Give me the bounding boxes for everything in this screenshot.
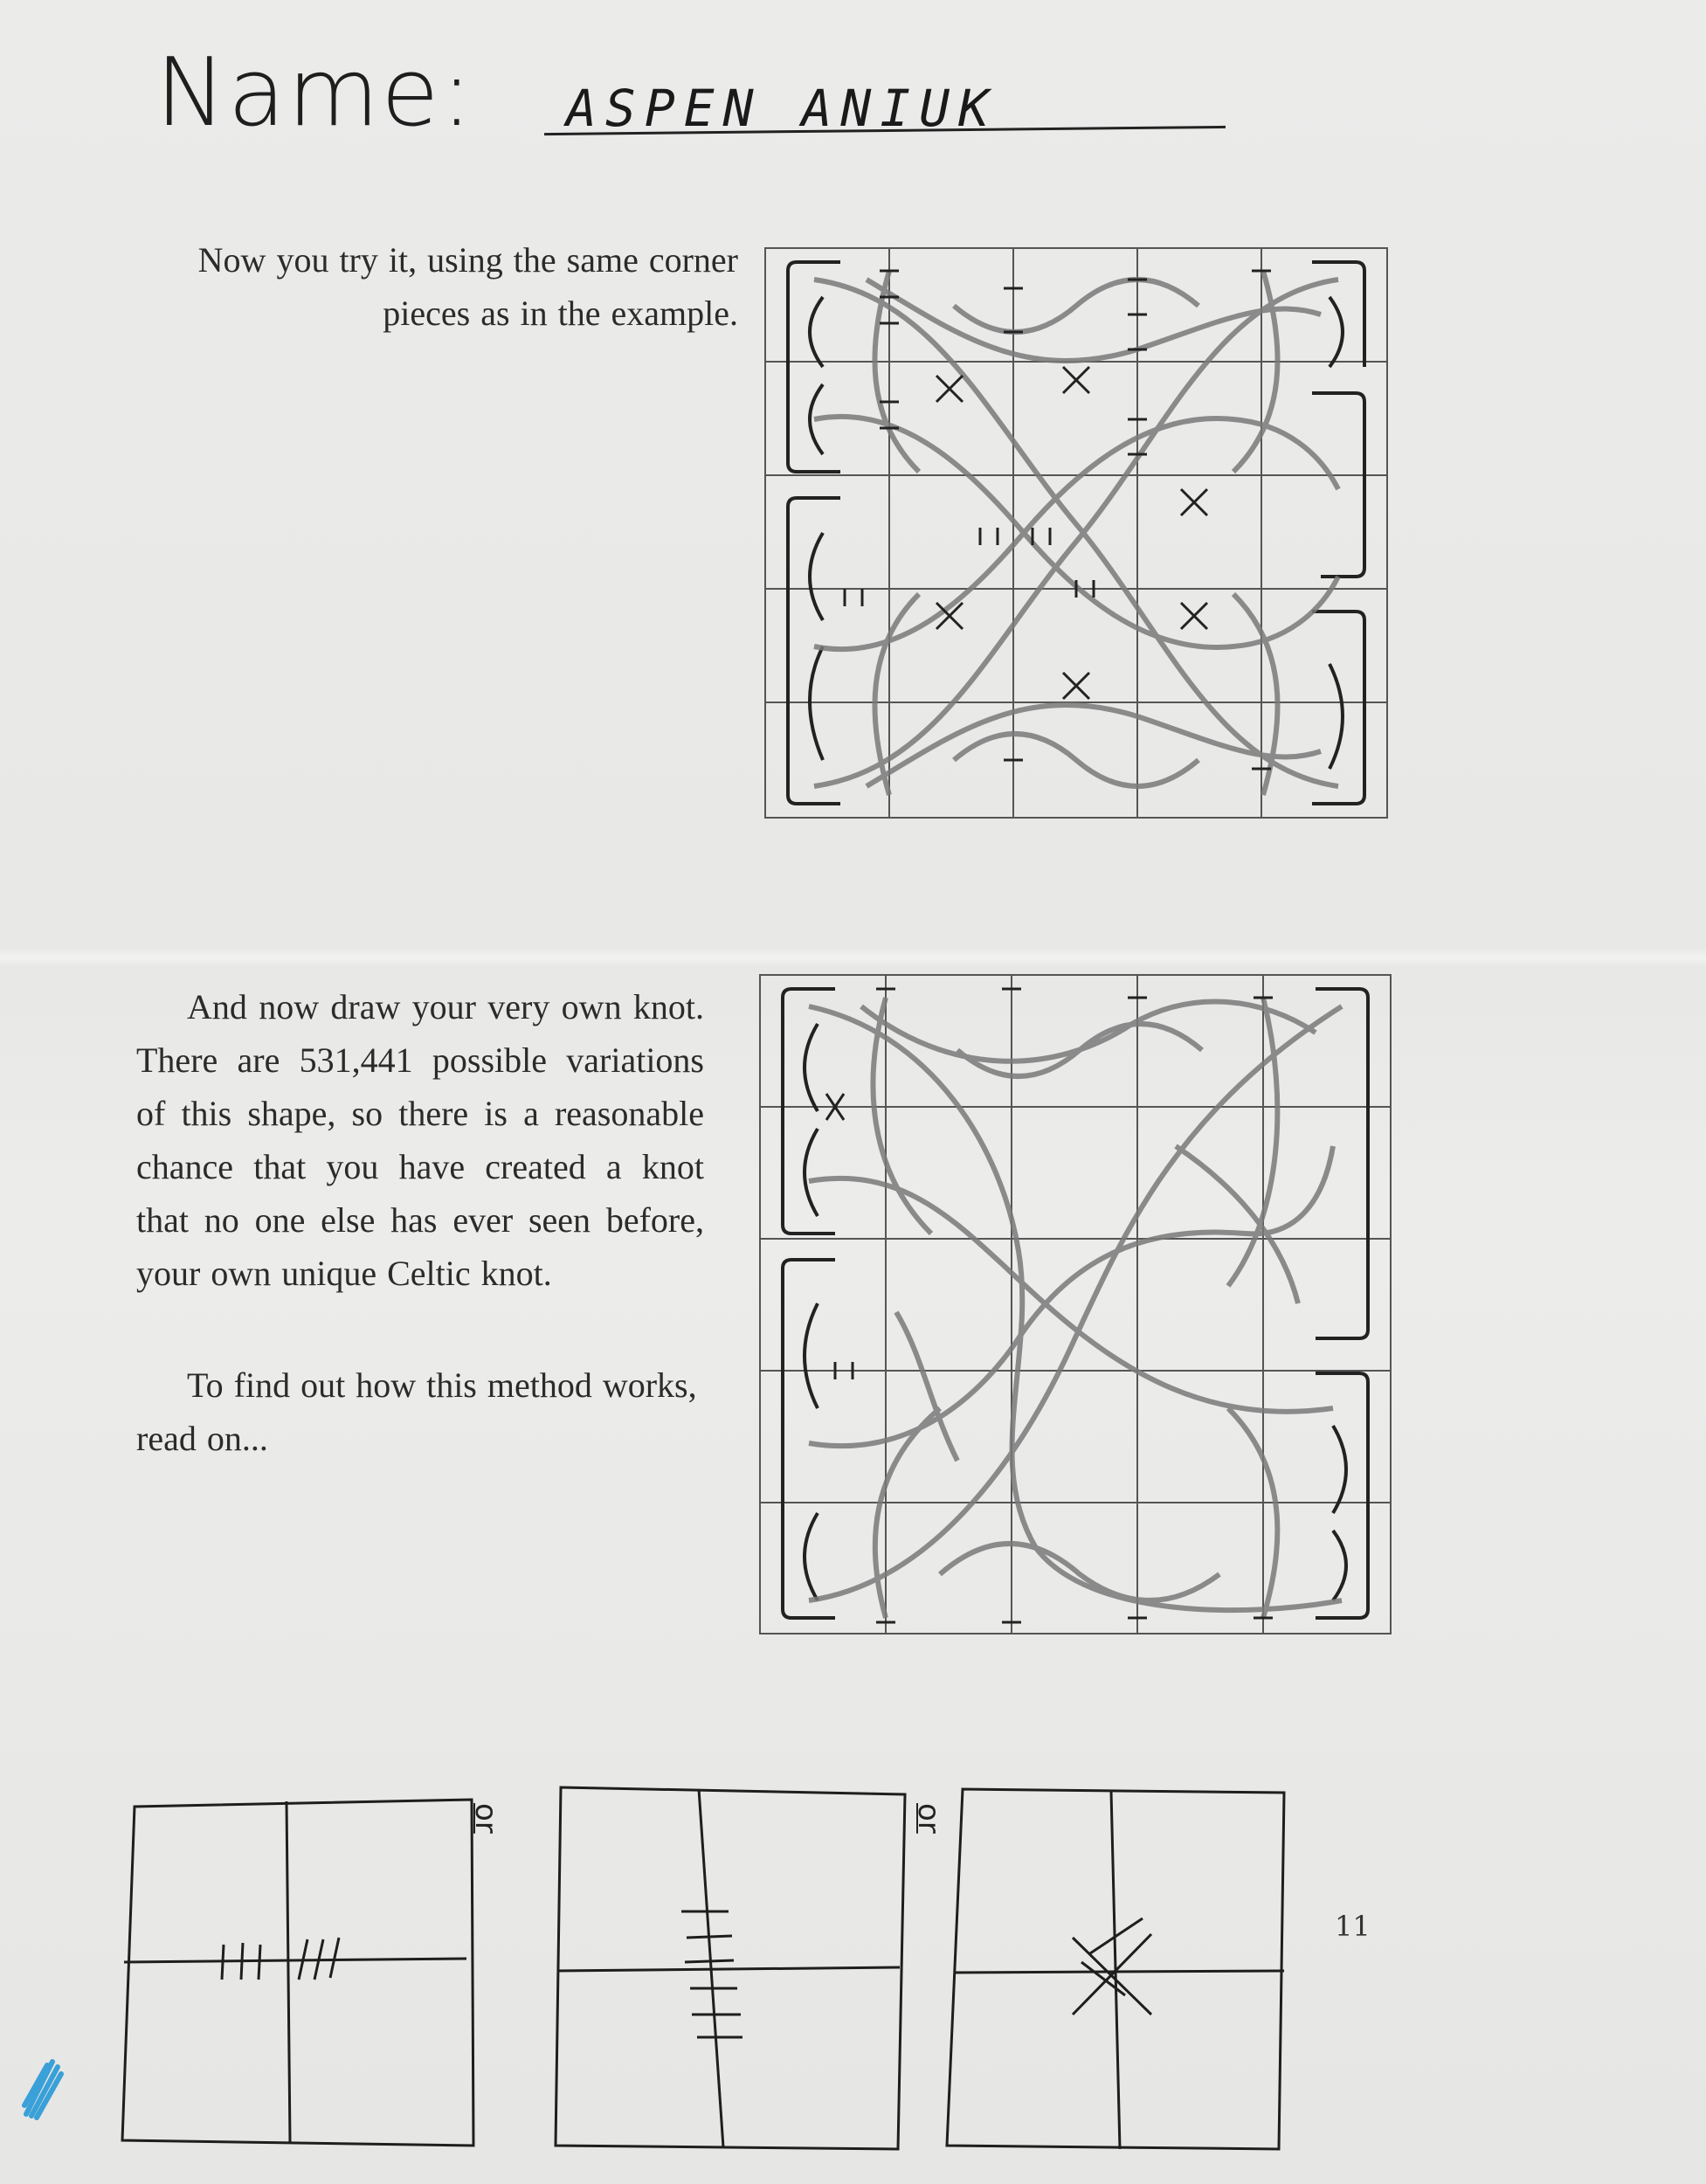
grid-lines bbox=[765, 248, 1387, 818]
or-label-2: or bbox=[911, 1803, 946, 1834]
option-sketch-vertical bbox=[547, 1779, 910, 2154]
instruction-read-on bbox=[136, 1358, 704, 1465]
instruction-own-knot-text: And now draw your very own knot. There are 531,441 possible variations of this shape, so there is a reasonable chance that you have created a knot that no one else has ever seen before, your own unique Celtic knot. bbox=[136, 987, 704, 1293]
tick-marks bbox=[845, 271, 1271, 769]
page-number: 11 bbox=[1335, 1910, 1371, 1943]
knot-grid-example bbox=[762, 245, 1391, 821]
name-row bbox=[155, 37, 1204, 159]
instruction-own-knot bbox=[136, 980, 704, 1300]
grid-lines bbox=[760, 975, 1391, 1634]
knot-grid-own bbox=[756, 971, 1394, 1637]
instruction-read-on-text: To find out how this method works, read on... bbox=[136, 1365, 697, 1458]
or-label-1: or bbox=[468, 1803, 503, 1834]
blue-crayon-mark bbox=[17, 2053, 70, 2123]
paper-fold bbox=[0, 948, 1706, 967]
option-sketch-cross bbox=[942, 1779, 1291, 2154]
option-sketch-horizontal bbox=[119, 1782, 479, 2149]
instruction-try-it: Now you try it, using the same corner pieces as in the example. bbox=[197, 240, 738, 333]
name-label: Name: bbox=[155, 38, 475, 148]
pencil-weave bbox=[809, 998, 1342, 1618]
name-value: ASPEN ANIUK bbox=[566, 79, 998, 138]
pencil-weave bbox=[814, 271, 1338, 795]
